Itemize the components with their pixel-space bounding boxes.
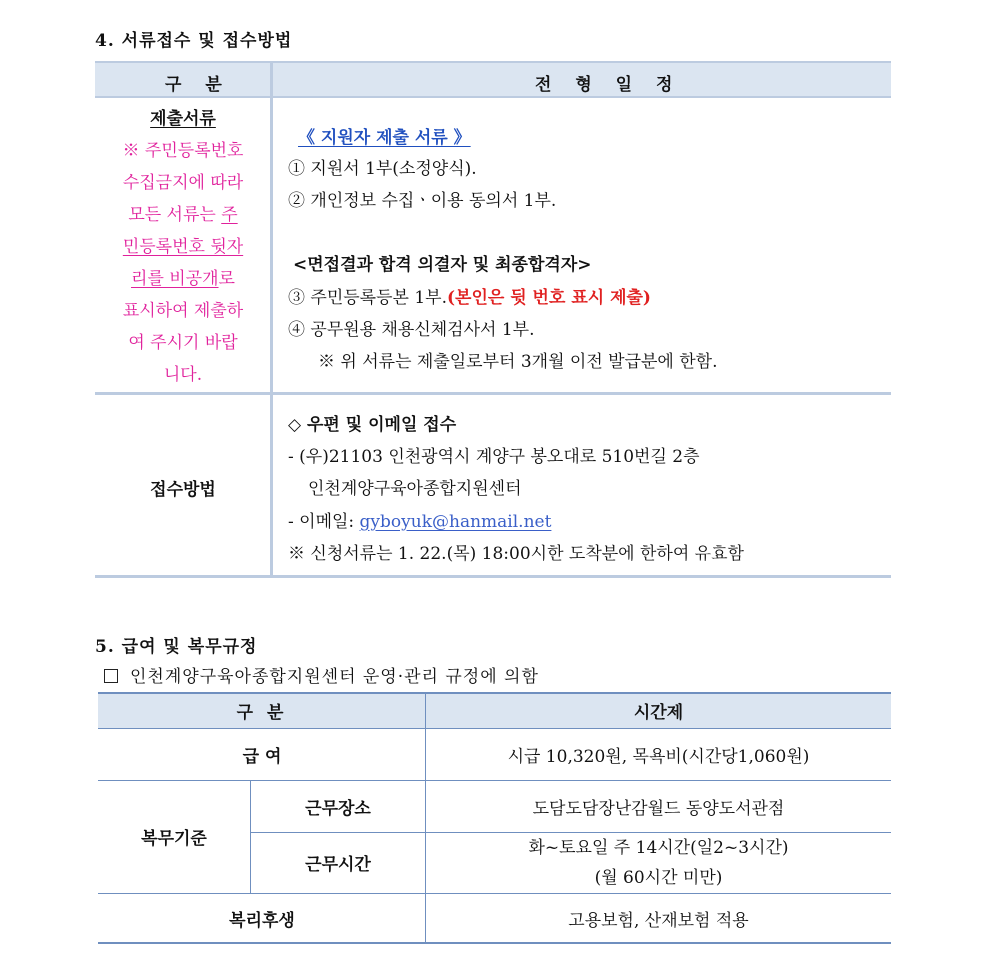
section-5-title: 5. 급여 및 복무규정 — [95, 637, 258, 657]
doc-item-4: ④ 공무원용 채용신체검사서 1부. — [288, 320, 535, 340]
doc-item-2: ② 개인정보 수집ㆍ이용 동의서 1부. — [288, 191, 557, 211]
application-table-header — [95, 61, 891, 98]
note-line: 모든 서류는 주 — [128, 205, 238, 225]
pay-value: 시급 10,320원, 목욕비(시간당1,060원) — [507, 746, 810, 767]
checkbox-square-icon — [104, 669, 118, 683]
work-place-label: 근무장소 — [305, 798, 371, 819]
email-line: - 이메일: gyboyuk@hanmail.net — [288, 512, 552, 532]
service-label: 복무기준 — [141, 829, 207, 849]
pay-rules-table — [98, 692, 891, 944]
center-name: 인천계양구육아종합지원센터 — [308, 479, 522, 499]
welfare-label: 복리후생 — [229, 911, 295, 931]
note-line: 표시하여 제출하 — [122, 301, 244, 321]
work-place-value: 도담도담장난감월드 동양도서관점 — [532, 798, 785, 819]
doc-item-3: ③ 주민등록등본 1부.(본인은 뒷 번호 표시 제출) — [288, 288, 651, 308]
pay-label: 급 여 — [242, 746, 282, 767]
postal-address: - (우)21103 인천광역시 계양구 봉오대로 510번길 2층 — [288, 447, 700, 467]
work-time-label: 근무시간 — [305, 855, 371, 875]
section-4-title: 4. 서류접수 및 접수방법 — [95, 31, 293, 51]
work-time-value: 화~토요일 주 14시간(일2~3시간) (월 60시간 미만) — [528, 837, 789, 888]
reception-heading: ◇ 우편 및 이메일 접수 — [288, 415, 457, 435]
email-link[interactable]: gyboyuk@hanmail.net — [359, 512, 552, 532]
documents-heading: 《 지원자 제출 서류 》 — [298, 128, 471, 148]
final-candidates-heading: <면접결과 합격 의결자 및 최종합격자> — [293, 255, 592, 275]
welfare-value: 고용보험, 산재보험 적용 — [568, 911, 749, 931]
note-line: 리를 비공개로 — [131, 269, 235, 289]
deadline-note: ※ 신청서류는 1. 22.(목) 18:00시한 도착분에 한하여 유효함 — [288, 544, 744, 564]
note-line: ※ 주민등록번호 — [122, 141, 244, 161]
pay-header-parttime: 시간제 — [426, 692, 891, 728]
section-5-subtitle: 인천계양구육아종합지원센터 운영·관리 규정에 의함 — [104, 662, 539, 687]
reception-label: 접수방법 — [150, 480, 216, 500]
application-table — [95, 61, 891, 578]
note-line: 수집금지에 따라 — [122, 173, 244, 193]
documents-label-cell — [95, 103, 271, 391]
doc-item-1: ① 지원서 1부(소정양식). — [288, 159, 477, 179]
documents-note: ※ 위 서류는 제출일로부터 3개월 이전 발급분에 한함. — [318, 352, 718, 372]
header-division: 구 분 — [165, 75, 231, 95]
note-line: 니다. — [163, 365, 203, 385]
note-line: 민등록번호 뒷자 — [122, 237, 244, 257]
note-line: 여 주시기 바랍 — [128, 333, 238, 353]
documents-label: 제출서류 — [150, 109, 216, 129]
pay-header-division: 구 분 — [98, 692, 426, 728]
header-schedule: 전 형 일 정 — [535, 75, 682, 95]
